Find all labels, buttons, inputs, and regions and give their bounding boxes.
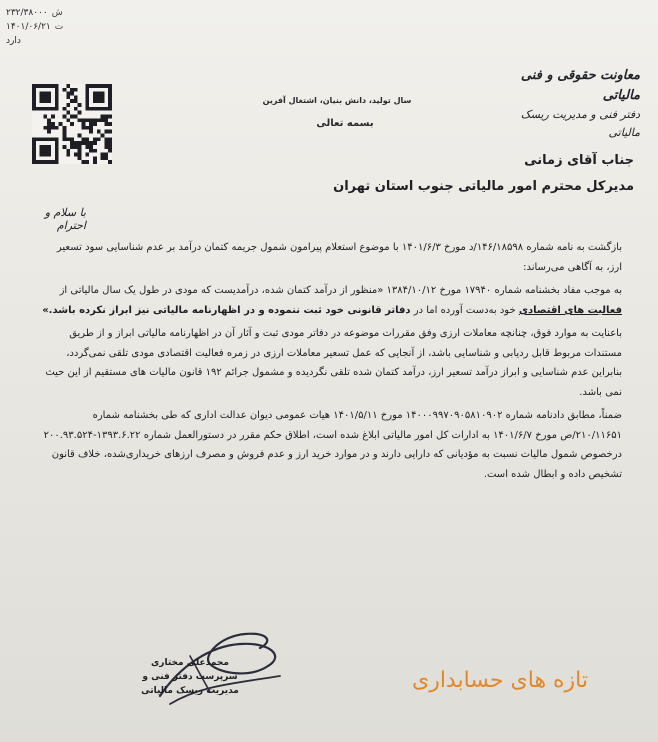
reference-block xyxy=(6,6,96,48)
paragraph-3: باعنایت به موارد فوق، چنانچه معاملات ارزی وفق مقررات موضوعه در دفاتر مودی ثبت و آثار آن در اظهارنامه مالیاتی ابراز و از طریق مستندات مربوط قابل ردیابی و شناسایی باشد، از آنجایی که عمل تسعیر معاملات ارزی در زمره فعالیت اقتصادی مودی تلقی نمی‌گردد، بنابراین عدم شناسایی و ابراز درآمد تسعیر ارز، درآمد کتمان شده تلقی نگردیده و مشمول جرائم ۱۹۲ قانون مالیات های مستقیم از این حیث نمی باشد. xyxy=(45,328,622,398)
paragraph-2-part-d: دفاتر قانونی خود ثبت ننموده و در اظهارنامه مالیاتی نیز ابراز نکرده باشد.» xyxy=(42,304,411,316)
year-motto: سال تولید، دانش بنیان، اشتغال آفرین xyxy=(262,96,412,105)
letter-number: ۲۳۲/۳۸۰۰۰ xyxy=(6,8,48,18)
paragraph-1: بازگشت به نامه شماره ۱۴۶/۱۸۵۹۸/د مورخ ۱۴۰۱/۶/۳ با موضوع استعلام پیرامون شمول جریمه کتمان درآمد بر عدم شناسایی سود تسعیر ارز، به آگاهی می‌رساند: xyxy=(56,242,622,273)
greeting: با سلام و احترام xyxy=(44,206,86,232)
letter-date: ۱۴۰۱/۰۶/۲۱ xyxy=(6,22,51,32)
department-line-2: دفتر فنی و مدیریت ریسک مالیاتی xyxy=(520,108,640,139)
addressee-title: مدیرکل محترم امور مالیاتی جنوب استان تهران xyxy=(333,179,634,194)
qr-code-icon xyxy=(32,84,112,164)
paragraph-2-part-c: خود به‌دست آورده اما در xyxy=(413,304,516,316)
watermark-text: تازه های حسابداری xyxy=(411,668,589,693)
attachment-status: دارد xyxy=(6,36,21,46)
bismillah: بسمه تعالی xyxy=(316,118,374,129)
signatory-title: سرپرست دفتر فنی و مدیریت ریسک مالیاتی xyxy=(141,672,239,696)
date-label: ت xyxy=(54,22,64,32)
signatory xyxy=(130,656,250,698)
signatory-name: محمدعلی مختاری xyxy=(151,658,229,668)
paragraph-2-part-a: به موجب مفاد بخشنامه شماره ۱۷۹۴۰ مورخ ۱۳۸۴/۱۰/۱۲ «منظور از درآمد کتمان شده، درآمدیست که مودی در طول یک سال مالیاتی از xyxy=(59,285,622,296)
letter-body xyxy=(40,238,622,488)
paragraph-4: ضمناً، مطابق دادنامه شماره ۱۴۰۰۰۹۹۷۰۹۰۵۸۱۰۹۰۲ مورخ ۱۴۰۱/۵/۱۱ هیات عمومی دیوان عدالت اداری که طی بخشنامه شماره ۲۱۰/۱۱۶۵۱/ص مورخ ۱۴۰۱/۶/۷ به ادارات کل امور مالیاتی ابلاغ شده است، اطلاق حکم مقرر در دستورالعمل شماره ۱۳۹۳.۶.۲۲-۲۰۰.۹۳.۵۲۴ درخصوص شمول مالیات نسبت به مؤدیانی که دارایی دارند و در موارد خرید ارز و عدم فروش و مصرف ارزهای خریداری‌شده، خلاف قانون تشخیص داده و ابطال شده است. xyxy=(43,410,622,480)
addressee xyxy=(214,148,634,200)
addressee-name: جناب آقای زمانی xyxy=(524,153,634,168)
department-header xyxy=(490,66,640,142)
department-line-1: معاونت حقوقی و فنی مالیاتی xyxy=(520,68,640,103)
paragraph-2-economic-activities: فعالیت های اقتصادی xyxy=(518,304,622,316)
paragraph-2 xyxy=(40,281,622,320)
number-label: ش xyxy=(51,8,63,18)
